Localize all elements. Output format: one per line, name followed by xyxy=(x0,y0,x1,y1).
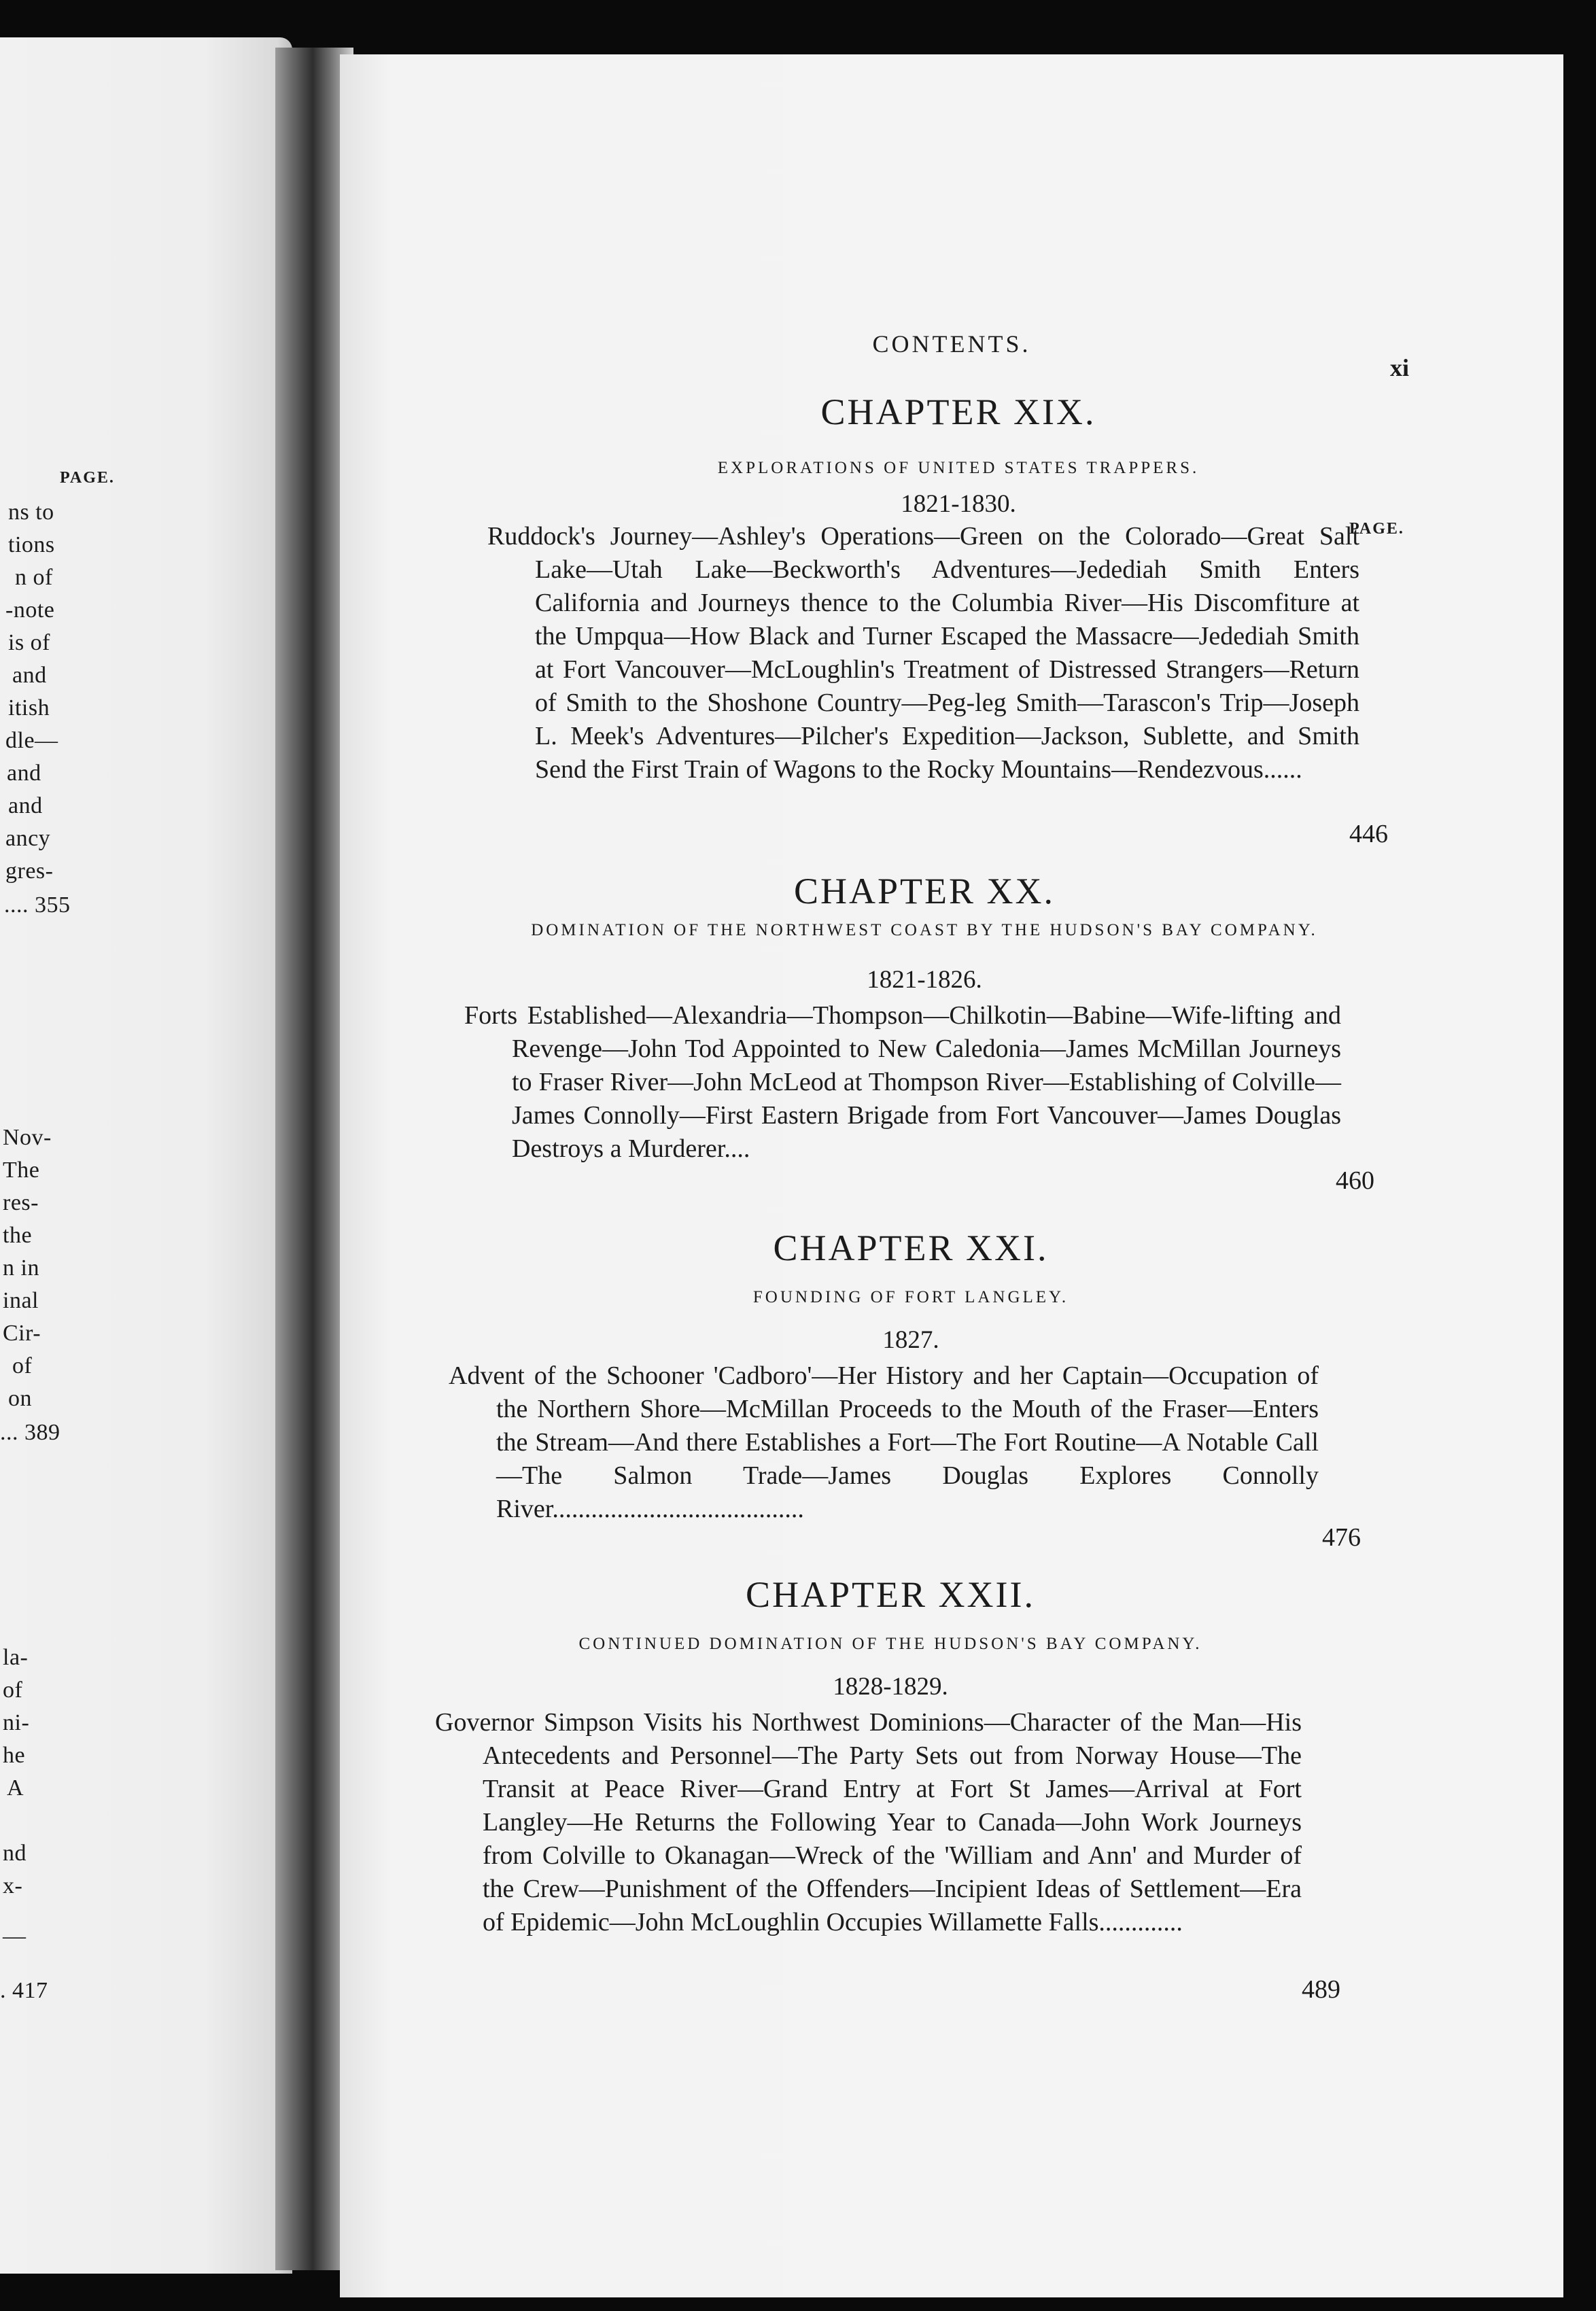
chapter-title: CHAPTER XX. xyxy=(793,871,1056,911)
left-fragment: the xyxy=(3,1223,33,1248)
chapter-title: CHAPTER XXII. xyxy=(746,1574,1035,1615)
chapter-years: 1821-1826. xyxy=(867,966,982,994)
chapter-summary: Ruddock's Journey—Ashley's Operations—Green on the Colorado—Great Salt Lake—Utah Lake—Beckworth's Adventures—Jedediah Smith Enters California and Journeys thence to the Columbia River—His Discomfiture at the Umpqua—How Black and Turner Escaped the Massacre—Jedediah Smith at Fort Vancouver—McLoughlin's Treatment of Distressed Strangers—Return of Smith to the Shoshone Country—Peg-leg Smith—Tarascon's Trip—Joseph L. Meek's Adventures—Pilcher's Expedition—Jackson, Sublette, and Smith Send the First Train of Wagons to the Rocky Mountains—Rendezvous...... xyxy=(487,522,1359,784)
chapter-years: 1828-1829. xyxy=(833,1673,948,1701)
left-fragment: and xyxy=(8,793,43,818)
left-fragment: itish xyxy=(8,695,50,720)
left-fragment: The xyxy=(3,1158,40,1183)
chapter-page-number: 489 xyxy=(1302,1975,1340,2004)
chapter-summary: Forts Established—Alexandria—Thompson—Chilkotin—Babine—Wife-lifting and Revenge—John Tod Appointed to New Caledonia—James McMillan Journeys to Fraser River—John McLeod at Thompson River—Establishing of Colville—James Connolly—First Eastern Brigade from Fort Vancouver—James Douglas Destroys a Murderer.... xyxy=(464,1001,1341,1163)
left-fragment: ns to xyxy=(8,500,54,525)
chapter-title: CHAPTER XXI. xyxy=(773,1228,1049,1268)
left-fragment: on xyxy=(8,1386,32,1411)
left-fragment: of xyxy=(3,1678,23,1703)
left-fragment: ni- xyxy=(3,1710,30,1735)
left-fragment: gres- xyxy=(5,858,54,884)
left-fragment: dle— xyxy=(5,728,58,753)
chapter-page-number: 446 xyxy=(1349,820,1388,848)
left-fragment: x- xyxy=(3,1873,23,1898)
chapter-years: 1821-1830. xyxy=(901,490,1016,518)
chapter-summary: Advent of the Schooner 'Cadboro'—Her History and her Captain—Occupation of the Northern Shore—McMillan Proceeds to the Mouth of the Fraser—Enters the Stream—And there Establishes a Fort—The Fort Routine—A Notable Call—The Salmon Trade—James Douglas Explores Connolly River....................................... xyxy=(449,1361,1319,1523)
running-head: CONTENTS. xyxy=(872,330,1031,358)
left-fragment: n of xyxy=(15,565,53,590)
left-fragment: -note xyxy=(5,597,55,623)
left-fragment: la- xyxy=(3,1645,29,1670)
chapter-subtitle: CONTINUED DOMINATION OF THE HUDSON'S BAY COMPANY. xyxy=(578,1635,1202,1653)
left-fragment: and xyxy=(7,761,41,786)
left-page-number: ... 389 xyxy=(0,1420,60,1445)
left-fragment: is of xyxy=(8,630,50,655)
folio: xi xyxy=(1390,354,1410,381)
chapter-subtitle: FOUNDING OF FORT LANGLEY. xyxy=(752,1288,1069,1306)
left-fragment: and xyxy=(12,663,47,688)
left-page-heading: PAGE. xyxy=(60,469,115,487)
left-fragment: n in xyxy=(3,1255,39,1281)
left-fragment: nd xyxy=(3,1841,27,1866)
left-fragment: ancy xyxy=(5,826,51,851)
left-fragment: A xyxy=(7,1775,24,1801)
page-column-label: PAGE. xyxy=(1349,520,1404,538)
left-fragment: — xyxy=(3,1924,27,1949)
left-facing-page xyxy=(0,37,292,2274)
left-fragment: of xyxy=(12,1353,33,1378)
chapter-title: CHAPTER XIX. xyxy=(820,392,1096,432)
left-fragment: inal xyxy=(3,1288,39,1313)
left-fragment: tions xyxy=(8,532,55,557)
chapter-subtitle: EXPLORATIONS OF UNITED STATES TRAPPERS. xyxy=(717,459,1200,477)
chapter-page-number: 476 xyxy=(1322,1523,1361,1552)
left-fragment: res- xyxy=(3,1190,39,1215)
left-page-number: .... 355 xyxy=(4,892,71,918)
chapter-page-number: 460 xyxy=(1336,1166,1374,1195)
chapter-summary: Governor Simpson Visits his Northwest Dominions—Character of the Man—His Antecedents and Personnel—The Party Sets out from Norway House—The Transit at Peace River—Grand Entry at Fort St James—Arrival at Fort Langley—He Returns the Following Year to Canada—John Work Journeys from Colville to Okanagan—Wreck of the 'William and Ann' and Murder of the Crew—Punishment of the Offenders—Incipient Ideas of Settlement—Era of Epidemic—John McLoughlin Occupies Willamette Falls............. xyxy=(435,1708,1302,1936)
chapter-years: 1827. xyxy=(882,1326,939,1354)
left-fragment: Nov- xyxy=(3,1125,52,1150)
chapter-subtitle: DOMINATION OF THE NORTHWEST COAST BY THE HUDSON'S BAY COMPANY. xyxy=(531,921,1318,939)
left-fragment: Cir- xyxy=(3,1321,41,1346)
left-fragment: he xyxy=(3,1743,26,1768)
left-page-number: . 417 xyxy=(0,1978,48,2003)
